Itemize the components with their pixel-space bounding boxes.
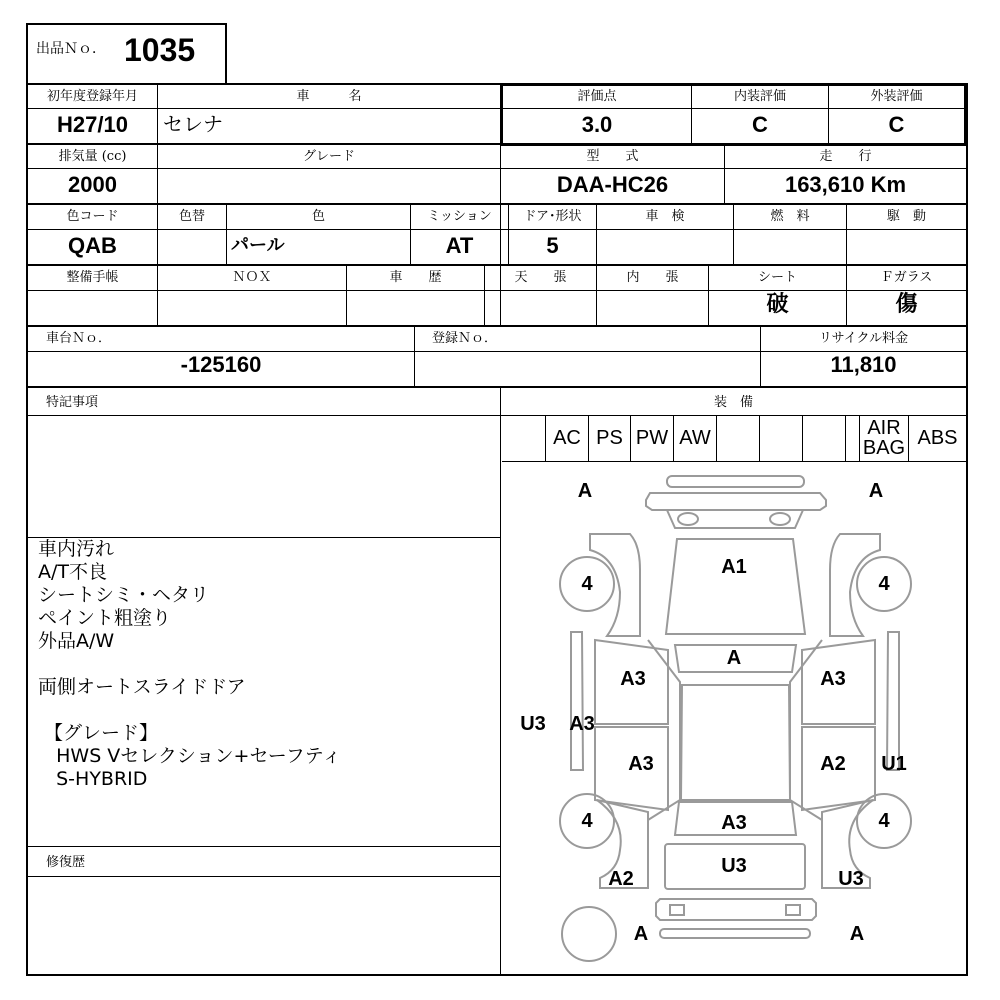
exterior-rating-value: C [888, 112, 905, 137]
displacement-label: 排気量 (cc) [58, 149, 127, 164]
equipment-item-aw: AW [679, 427, 711, 449]
chassis-number-value: -125160 [180, 352, 262, 377]
damage-mark: U3 [838, 868, 864, 890]
damage-mark: A2 [820, 753, 846, 775]
car-name-value: セレナ [163, 112, 223, 136]
damage-mark: A1 [721, 556, 747, 578]
damage-mark: U3 [520, 713, 546, 735]
inspection-label: 車 検 [645, 209, 685, 224]
roof-lining-label: 天 張 [514, 270, 567, 285]
damage-mark: A3 [721, 812, 747, 834]
front-glass-value: 傷 [895, 292, 918, 317]
exterior-rating-label: 外装評価 [870, 89, 923, 104]
recycle-fee-label: リサイクル料金 [818, 331, 909, 346]
first-registration-label: 初年度登録年月 [46, 89, 138, 104]
note-line: ペイント粗塗り [38, 607, 172, 629]
displacement-value: 2000 [68, 172, 117, 197]
equipment-item-airbag: AIR BAG [862, 417, 906, 459]
damage-mark: 4 [581, 810, 593, 832]
color-value: パール [231, 235, 285, 256]
registration-number-label: 登録Ｎｏ． [432, 331, 498, 346]
color-label: 色 [311, 209, 325, 224]
note-line: A/T不良 [38, 561, 108, 583]
equipment-item-ps: PS [596, 427, 623, 449]
damage-mark: U1 [881, 753, 907, 775]
special-notes [38, 538, 341, 791]
damage-mark: A3 [820, 668, 846, 690]
note-line: 両側オートスライドドア [38, 676, 246, 698]
fuel-label: 燃 料 [770, 209, 810, 224]
model-label: 型 式 [586, 149, 639, 164]
equipment-item-pw: PW [635, 427, 669, 449]
nox-label: ＮＯＸ [232, 270, 272, 285]
note-line [38, 699, 341, 722]
interior-rating-value: C [752, 112, 768, 137]
note-line: HWS Vセレクション+セーフティ [38, 745, 342, 767]
repair-history-label: 修復歴 [46, 855, 86, 870]
recycle-fee-value: 11,810 [830, 352, 897, 377]
lot-number: 1035 [124, 32, 196, 68]
damage-mark: A [633, 923, 649, 945]
transmission-label: ミッション [427, 209, 492, 224]
drive-label: 駆 動 [886, 209, 926, 224]
seat-value: 破 [766, 292, 789, 317]
damage-mark: 4 [878, 810, 890, 832]
lot-number-label: 出品Ｎｏ． [36, 41, 106, 57]
note-line [38, 653, 341, 676]
damage-mark: A2 [608, 868, 634, 890]
maintenance-book-label: 整備手帳 [66, 270, 119, 285]
damage-mark: A3 [620, 668, 646, 690]
score-value: 3.0 [581, 112, 613, 137]
interior-rating-label: 内装評価 [733, 89, 786, 104]
seat-label: シート [757, 270, 797, 285]
grade-label: グレード [302, 149, 355, 164]
damage-mark: A [849, 923, 865, 945]
interior-lining-label: 内 張 [626, 270, 679, 285]
special-notes-label: 特記事項 [46, 395, 99, 410]
door-shape-value: 5 [546, 233, 559, 258]
note-line: 外品A/W [38, 630, 115, 652]
car-name-label: 車 名 [296, 89, 362, 104]
color-code-value: QAB [68, 233, 117, 258]
first-registration-value: H27/10 [57, 112, 128, 137]
note-line: 車内汚れ [38, 538, 115, 560]
damage-mark: A [577, 480, 593, 502]
note-line: シートシミ・ヘタリ [38, 584, 210, 606]
mileage-label: 走 行 [819, 149, 872, 164]
model-value: DAA-HC26 [556, 172, 669, 197]
equipment-item-abs: ABS [917, 427, 958, 449]
score-label: 評価点 [577, 89, 617, 104]
damage-mark: 4 [581, 573, 593, 595]
note-line: S-HYBRID [38, 768, 148, 790]
damage-mark: A [726, 647, 742, 669]
equipment-label: 装 備 [713, 395, 753, 410]
transmission-value: AT [445, 233, 474, 258]
color-change-label: 色替 [178, 209, 205, 224]
door-shape-label: ドア･形状 [523, 209, 582, 224]
mileage-value: 163,610 Km [784, 172, 907, 197]
damage-mark: U3 [721, 855, 747, 877]
equipment-item-ac: AC [553, 427, 581, 449]
color-code-label: 色コード [66, 209, 119, 224]
note-line: 【グレード】 [38, 722, 159, 744]
front-glass-label: Ｆガラス [880, 270, 933, 285]
damage-mark: A3 [628, 753, 654, 775]
damage-mark: 4 [878, 573, 890, 595]
car-history-label: 車 歴 [389, 270, 442, 285]
damage-mark: A3 [569, 713, 595, 735]
damage-mark: A [868, 480, 884, 502]
chassis-number-label: 車台Ｎｏ． [46, 331, 112, 346]
